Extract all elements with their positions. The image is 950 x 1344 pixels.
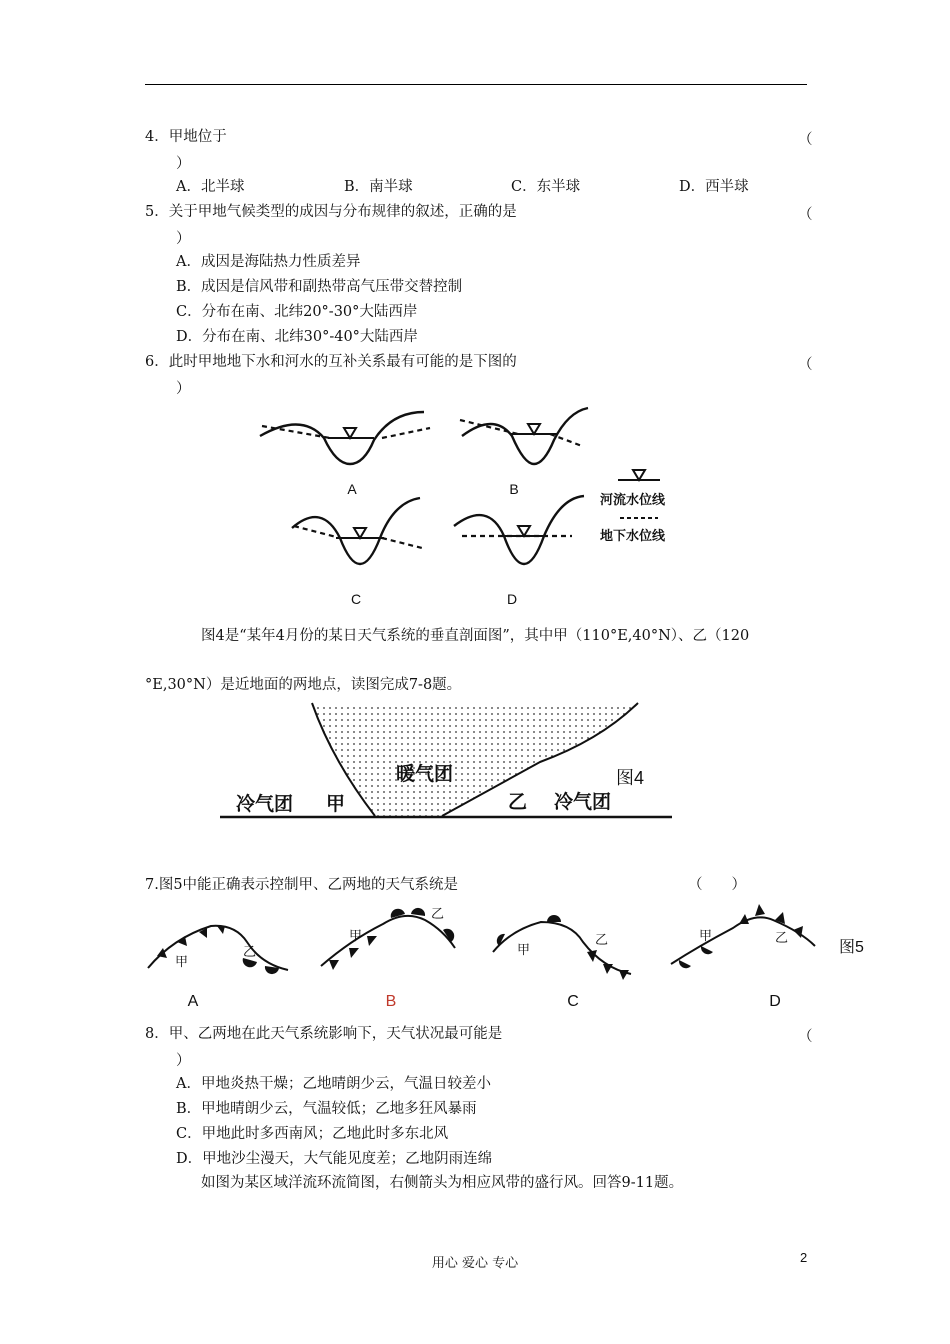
groundwater-river-figure xyxy=(232,398,722,610)
q7-paren: （ ） xyxy=(688,877,746,893)
yi-label: 乙 xyxy=(508,792,528,813)
q7-d-yi: 乙 xyxy=(775,930,789,945)
q8-paren-close: ） xyxy=(176,1053,191,1069)
q5-stem: 5．关于甲地气候类型的成因与分布规律的叙述，正确的是 xyxy=(145,204,517,220)
figure-4-caption: 图4 xyxy=(616,768,645,788)
q8-option-c: C．甲地此时多西南风；乙地此时多东北风 xyxy=(176,1126,449,1142)
q5-paren-open: （ xyxy=(798,207,813,223)
q7-d-jia: 甲 xyxy=(699,928,713,943)
q7-c-jia: 甲 xyxy=(517,942,531,957)
fig4-intro-line1: 图4是“某年4月份的某日天气系统的垂直剖面图”，其中甲（110°E,40°N）、乙（120 xyxy=(201,628,750,644)
q5-option-a: A．成因是海陆热力性质差异 xyxy=(176,254,361,270)
q8-stem: 8．甲、乙两地在此天气系统影响下，天气状况最可能是 xyxy=(145,1026,503,1042)
q6-stem: 6．此时甲地地下水和河水的互补关系最有可能的是下图的 xyxy=(145,354,517,370)
q4-paren-open: （ xyxy=(798,132,813,148)
q7-figure-label-a: A xyxy=(187,993,199,1010)
q7-a-jia: 甲 xyxy=(175,954,189,969)
q8-option-b: B．甲地晴朗少云，气温较低；乙地多狂风暴雨 xyxy=(176,1101,477,1117)
q8-paren-open: （ xyxy=(798,1029,813,1045)
q6-paren-open: （ xyxy=(798,357,813,373)
q4-option-b: B．南半球 xyxy=(344,179,413,195)
jia-label: 甲 xyxy=(326,794,346,815)
q6-figure-label-c: C xyxy=(350,591,362,607)
q4-stem: 4．甲地位于 xyxy=(145,129,227,145)
q7-figure-label-c: C xyxy=(567,993,579,1010)
q5-option-c: C．分布在南、北纬20°-30°大陆西岸 xyxy=(176,304,418,320)
legend-river-label: 河流水位线 xyxy=(600,492,666,507)
q5-option-b: B．成因是信风带和副热带高气压带交替控制 xyxy=(176,279,463,295)
header-rule xyxy=(145,84,807,85)
q7-figure-label-b: B xyxy=(385,993,397,1010)
q6-figure-label-b: B xyxy=(509,481,519,497)
fig4-intro-line2: °E,30°N）是近地面的两地点，读图完成7-8题。 xyxy=(145,677,462,693)
q6-paren-close: ） xyxy=(176,381,191,397)
q5-option-d: D．分布在南、北纬30°-40°大陆西岸 xyxy=(176,329,418,345)
q4-option-d: D．西半球 xyxy=(679,179,749,195)
legend-groundwater-label: 地下水位线 xyxy=(600,528,666,543)
q7-a-yi: 乙 xyxy=(243,944,257,959)
q7-b-yi: 乙 xyxy=(431,906,445,921)
cold-air-mass-right-label: 冷气团 xyxy=(554,792,612,813)
q9-intro: 如图为某区域洋流环流简图，右侧箭头为相应风带的盛行风。回答9-11题。 xyxy=(201,1175,684,1191)
q5-paren-close: ） xyxy=(176,231,191,247)
q8-option-a: A．甲地炎热干燥；乙地晴朗少云，气温日较差小 xyxy=(176,1076,491,1092)
warm-air-mass-label: 暖气团 xyxy=(396,764,454,785)
page-number: 2 xyxy=(800,1250,808,1265)
figure-4-cross-section xyxy=(220,700,680,826)
q7-figure-label-d: D xyxy=(769,993,781,1010)
figure-5-fronts xyxy=(143,898,883,1014)
figure-5-caption: 图5 xyxy=(839,939,864,956)
q6-figure-label-d: D xyxy=(506,591,518,607)
cold-air-mass-left-label: 冷气团 xyxy=(236,794,294,815)
q4-option-c: C．东半球 xyxy=(511,179,581,195)
q6-figure-label-a: A xyxy=(347,481,357,497)
q7-stem: 7.图5中能正确表示控制甲、乙两地的天气系统是 xyxy=(145,877,459,893)
q7-b-jia: 甲 xyxy=(349,928,363,943)
q4-option-a: A．北半球 xyxy=(176,179,245,195)
q8-option-d: D．甲地沙尘漫天，大气能见度差；乙地阴雨连绵 xyxy=(176,1151,493,1167)
q7-c-yi: 乙 xyxy=(595,932,609,947)
q4-paren-close: ） xyxy=(176,156,191,172)
footer-motto: 用心 爱心 专心 xyxy=(431,1256,519,1271)
